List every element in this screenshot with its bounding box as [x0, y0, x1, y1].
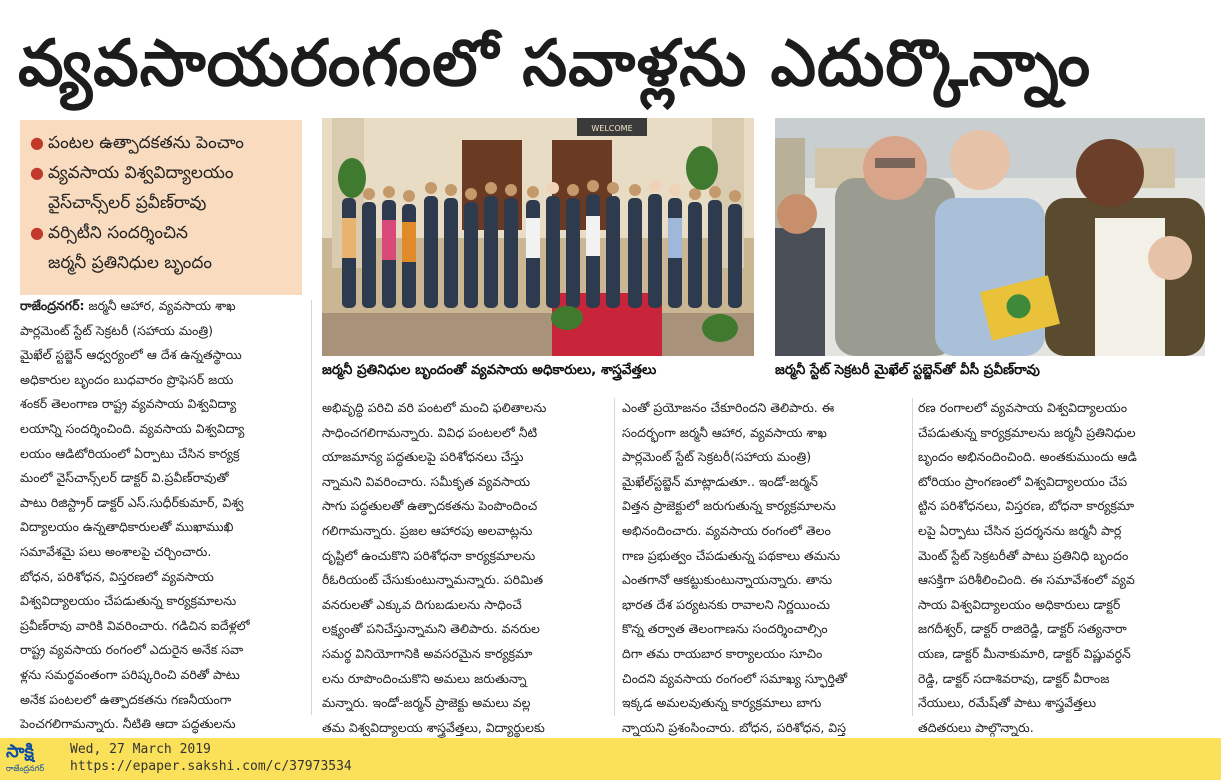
photo2-caption: జర్మనీ స్టేట్ సెక్రటరీ మైఖేల్ స్టబ్జెన్‌తో వీసీ ప్రవీణ్‌రావు — [775, 362, 1040, 378]
highlight-line: వ్యవసాయ విశ్వవిద్యాలయం — [48, 163, 234, 183]
article-line: న్నాయని ప్రశంసించారు. బోధన, పరిశోధన, విస్త — [622, 719, 846, 735]
article-line: పాటు రిజిస్ట్రార్ డాక్టర్ ఎస్.సుధీర్‌కుమార్, విశ్వ — [20, 494, 244, 510]
bullet-icon: ● — [30, 133, 44, 152]
bullet-icon: ● — [30, 163, 44, 182]
article-line: పార్లమెంట్ స్టేట్ సెక్రటరీ(సహాయ మంత్రి) — [622, 449, 812, 465]
headline: వ్యవసాయరంగంలో సవాళ్లను ఎదుర్కొన్నాం — [18, 27, 1092, 101]
article-column-3 — [622, 396, 907, 735]
article-line: పెంచగలిగామన్నారు. నీటితి ఆదా పద్ధతులను — [20, 716, 236, 732]
footer-meta — [70, 741, 352, 775]
article-column-2 — [322, 396, 607, 735]
article-line: యణ, డాక్టర్ మీనాకుమారి, డాక్టర్ విష్ణువర్ధన్ — [918, 645, 1131, 661]
highlight-line: పంటల ఉత్పాదకతను పెంచాం — [48, 133, 244, 153]
article-line: ళ్లను సమర్థవంతంగా పరిష్కరించి వరితో పాటు — [20, 666, 240, 682]
article-line: ప్రవీణ్‌రావు వారికి వివరించారు. గడిచిన ఐదేళ్లలో — [20, 617, 250, 633]
highlight-line: జర్మనీ ప్రతినిధుల బృందం — [48, 253, 213, 273]
footer-band — [0, 738, 1221, 780]
edition-date: Wed, 27 March 2019 — [70, 742, 211, 757]
photo1-caption: జర్మనీ ప్రతినిధుల బృందంతో వ్యవసాయ అధికారులు, శాస్త్రవేత్తలు — [322, 362, 657, 378]
article-text: జర్మనీ ఆహార, వ్యవసాయ శాఖ — [88, 298, 236, 313]
article-column-1 — [20, 294, 302, 732]
sakshi-logo — [6, 740, 66, 778]
article-line: అధికారుల బృందం బుధవారం ప్రొఫెసర్ జయ — [20, 371, 234, 387]
article-line: తమ విశ్వవిద్యాలయ శాస్త్రవేత్తలు, విద్యార్థులకు — [322, 719, 545, 735]
article-line: సాయ విశ్వవిద్యాలయం అధికారులు డాక్టర్ — [918, 596, 1121, 612]
article-line: ఎంతో ప్రయోజనం చేకూరిందని తెలిపారు. ఈ — [622, 400, 835, 415]
article-line: శంకర్ తెలంగాణ రాష్ట్ర వ్యవసాయ విశ్వవిద్యా — [20, 396, 237, 412]
delegates-photo-illustration — [775, 118, 1205, 356]
article-line: విశ్వవిద్యాలయం చేపడుతున్న కార్యక్రమాలను — [20, 593, 237, 609]
highlights-box — [20, 120, 302, 295]
article-line: రెడ్డి, డాక్టర్ సదాశివరావు, డాక్టర్ వీరాంజ — [918, 670, 1110, 686]
group-photo — [322, 118, 754, 356]
article-line: మెంట్ స్టేట్ సెక్రటరీతో పాటు ప్రతినిధి బృందం — [918, 547, 1129, 563]
logo-subtext: రాజేంద్రనగర్ — [6, 764, 45, 773]
article-line: గలిగామన్నారు. ప్రజల ఆహారపు అలవాట్లను — [322, 522, 533, 538]
article-line: మన్నారు. ఇండో-జర్మన్ ప్రాజెక్టు అమలు వల్ల — [322, 695, 531, 711]
highlight-item — [30, 128, 294, 158]
dateline: రాజేంద్రనగర్: — [20, 298, 85, 313]
article-line: రాష్ట్ర వ్యవసాయ రంగంలో ఎదురైన అనేక సవా — [20, 642, 244, 658]
article-line: మైఖేల్ స్టబ్జెన్ ఆధ్వర్యంలో ఆ దేశ ఉన్నతస్థాయి — [20, 347, 242, 363]
article-line: ఆసక్తిగా పరిశీలించింది. ఈ సమావేశంలో వ్యవ — [918, 572, 1135, 588]
highlight-item — [30, 158, 294, 218]
logo-text: సాక్షి — [6, 741, 34, 762]
article-line: తదితరులు పాల్గొన్నారు. — [918, 719, 1034, 735]
article-line: బోధన, పరిశోధన, విస్తరణలో వ్యవసాయ — [20, 568, 214, 584]
highlight-line: వర్సిటీని సందర్శించిన — [48, 223, 188, 243]
article-line: చిందని వ్యవసాయ రంగంలో సమాఖ్య స్ఫూర్తితో — [622, 670, 848, 686]
article-line: టోరియం ప్రాంగణంలో విశ్వవిద్యాలయం చేప — [918, 473, 1128, 489]
article-line: లయం ఆడిటోరియంలో ఏర్పాటు చేసిన కార్యక్ర — [20, 445, 240, 461]
article-line: బృందం అభినందించింది. అంతకుముందు ఆడి — [918, 449, 1137, 465]
article-line: సాగు పద్ధతులతో ఉత్పాదకతను పెంపొందించ — [322, 498, 538, 514]
article-line: పార్లమెంట్ స్టేట్ సెక్రటరీ (సహాయ మంత్రి) — [20, 322, 214, 338]
article-line: లను రూపొందించుకొని అమలు జరుతున్నా — [322, 670, 527, 686]
article-line: అభివృద్ధి పరిచి వరి పంటలో మంచి ఫలితాలను — [322, 400, 547, 415]
article-line: లక్ష్యంతో పనిచేస్తున్నామని తెలిపారు. వనరుల — [322, 621, 540, 637]
article-line: లపై ఏర్పాటు చేసిన ప్రదర్శనను జర్మనీ పార్ల — [918, 522, 1122, 538]
article-column-4 — [918, 396, 1205, 735]
article-line: సమావేశమై పలు అంశాలపై చర్చించారు. — [20, 543, 212, 559]
article-line: యాజమాన్య పద్ధతులపై పరిశోధనలు చేస్తు — [322, 449, 524, 465]
article-line: రీఓరియంట్ చేసుకుంటున్నామన్నారు. పరిమిత — [322, 572, 544, 588]
article-line: ఎంతగానో ఆకట్టుకుంటున్నాయన్నారు. తాను — [622, 572, 833, 588]
article-line: చేపడుతున్న కార్యక్రమాలను జర్మనీ ప్రతినిధుల — [918, 424, 1136, 440]
article-line: అనేక పంటలలో ఉత్పాదకతను గణనీయంగా — [20, 691, 232, 707]
article-line: లయాన్ని సందర్శించింది. వ్యవసాయ విశ్వవిద్యా — [20, 420, 245, 436]
highlight-line: వైస్‌చాన్స్‌లర్ ప్రవీణ్‌రావు — [48, 193, 207, 213]
article-line: న్నామని వివరించారు. సమీకృత వ్యవసాయ — [322, 473, 531, 489]
highlight-item — [30, 218, 294, 278]
article-line: విద్యాలయం ఉన్నతాధికారులతో ముఖాముఖి — [20, 519, 234, 535]
article-line: మంలో వైస్‌చాన్స్‌లర్ డాక్టర్ వి.ప్రవీణ్‌రావుతో — [20, 470, 229, 486]
article-line — [20, 294, 302, 319]
article-line: ట్టిన పరిశోధనలు, విస్తరణ, బోధనా కార్యక్రమా — [918, 498, 1135, 514]
article-line: వనరులతో ఎక్కువ దిగుబడులను సాధించే — [322, 596, 522, 612]
epaper-url[interactable]: https://epaper.sakshi.com/c/37973534 — [70, 759, 352, 774]
article-line: దిగా తమ రాయబార కార్యాలయం సూచిం — [622, 645, 823, 661]
article-line: జగదీశ్వర్, డాక్టర్ రాజిరెడ్డి, డాక్టర్ సత్యనారా — [918, 621, 1127, 637]
group-photo-illustration — [322, 118, 754, 356]
column-divider — [311, 300, 312, 715]
bullet-icon: ● — [30, 223, 44, 242]
column-divider — [614, 398, 615, 716]
article-line: ఇక్కడ అమలవుతున్న కార్యక్రమాలు బాగు — [622, 695, 822, 711]
article-line: రణ రంగాలలో వ్యవసాయ విశ్వవిద్యాలయం — [918, 400, 1128, 415]
article-line: సాధించగలిగామన్నారు. వివిధ పంటలలో నీటి — [322, 424, 538, 440]
article-line: సమర్థ వినియోగానికి అవసరమైన కార్యక్రమా — [322, 645, 533, 661]
column-divider — [912, 398, 913, 716]
welcome-sign: WELCOME — [591, 124, 633, 133]
delegates-photo — [775, 118, 1205, 356]
article-line: కొన్న తర్వాత తెలంగాణను సందర్శించాల్సిం — [622, 621, 828, 637]
article-line: గాణ ప్రభుత్వం చేపడుతున్న పథకాలు తమను — [622, 547, 841, 563]
article-line: నేయులు, రమేష్‌తో పాటు శాస్త్రవేత్తలు — [918, 695, 1097, 711]
article-line: అభినందించారు. వ్యవసాయ రంగంలో తెలం — [622, 522, 831, 538]
article-line: దృష్టిలో ఉంచుకొని పరిశోధనా కార్యక్రమాలను — [322, 547, 536, 563]
article-line: సందర్భంగా జర్మనీ ఆహార, వ్యవసాయ శాఖ — [622, 424, 827, 440]
article-line: భారత దేశ పర్యటనకు రావాలని నిర్ణయించు — [622, 596, 830, 612]
article-line: విత్తన ప్రాజెక్టులో జరుగుతున్న కార్యక్రమాలను — [622, 498, 836, 514]
article-line: మైఖేల్‌స్టబ్జెన్ మాట్లాడుతూ.. ఇండో-జర్మన్ — [622, 473, 818, 489]
